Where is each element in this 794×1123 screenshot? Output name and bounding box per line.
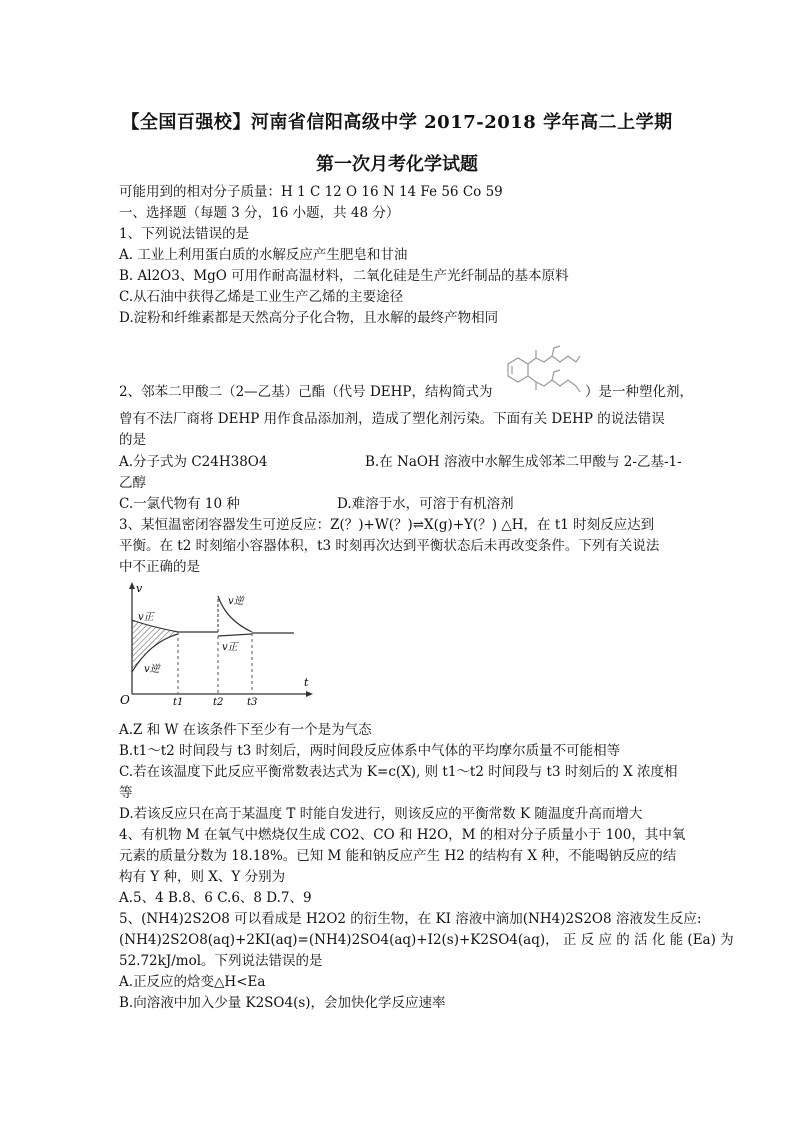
axis-x-label: t xyxy=(304,676,309,689)
dehp-structure-image xyxy=(490,342,586,406)
v-reverse-label-2: v逆 xyxy=(228,596,244,607)
q1-option-c: C.从石油中获得乙烯是工业生产乙烯的主要途径 xyxy=(119,289,404,305)
q2-stem-line1a: 2、邻苯二甲酸二（2—乙基）己酯（代号 DEHP，结构简式为 xyxy=(119,384,493,400)
t1-label: t1 xyxy=(173,697,184,708)
q1-option-a: A. 工业上利用蛋白质的水解反应产生肥皂和甘油 xyxy=(119,247,408,263)
q3-stem-line1: 3、某恒温密闭容器发生可逆反应：Z(？)+W(？)⇌X(g)+Y(？) △H，在 t1 时刻反应达到 xyxy=(119,517,655,533)
v-forward-label: v正 xyxy=(138,612,154,623)
q2-stem-line3: 的是 xyxy=(119,432,146,448)
q2-stem-line2: 曾有不法厂商将 DEHP 用作食品添加剂，造成了塑化剂污染。下面有关 DEHP 的说法错误 xyxy=(119,411,665,427)
q5-option-b: B.向溶液中加入少量 K2SO4(s)，会加快化学反应速率 xyxy=(119,995,446,1011)
q5-stem-line2: (NH4)2S2O8(aq)+2KI(aq)=(NH4)2SO4(aq)+I2(s)+K2SO4(aq)， 正 反 应 的 活 化 能 (Ea) 为 xyxy=(119,932,734,948)
q1-option-b: B. Al2O3、MgO 可用作耐高温材料，二氧化硅是生产光纤制品的基本原料 xyxy=(119,268,569,284)
v-forward-label-2: v正 xyxy=(222,642,238,653)
q5-stem-line3: 52.72kJ/mol。下列说法错误的是 xyxy=(119,953,323,969)
t3-label: t3 xyxy=(247,697,258,708)
q2-option-b-cont: 乙醇 xyxy=(119,475,146,491)
v-forward-after-t2 xyxy=(218,634,252,636)
q3-option-c: C.若在该温度下此反应平衡常数表达式为 K=c(X), 则 t1～t2 时间段与 t3 时刻后的 X 浓度相 xyxy=(119,764,678,780)
q2-option-c: C.一氯代物有 10 种 xyxy=(119,496,240,512)
q2-stem-line1b: ）是一种塑化剂， xyxy=(585,384,693,400)
q3-option-b: B.t1～t2 时间段与 t3 时刻后，两时间段反应体系中气体的平均摩尔质量不可能相等 xyxy=(119,743,621,759)
document-title: 【全国百强校】河南省信阳高级中学 2017-2018 学年高二上学期 xyxy=(121,112,673,133)
q5-stem-line1: 5、(NH4)2S2O8 可以看成是 H2O2 的衍生物，在 KI 溶液中滴加(NH4)2S2O8 溶液发生反应: xyxy=(119,911,702,927)
q4-options: A.5、4 B.8、6 C.6、8 D.7、9 xyxy=(119,890,312,906)
q4-stem-line1: 4、有机物 M 在氧气中燃烧仅生成 CO2、CO 和 H2O，M 的相对分子质量小于 100，其中氧 xyxy=(119,827,686,843)
q2-option-d: D.难溶于水，可溶于有机溶剂 xyxy=(337,496,514,512)
q3-option-a: A.Z 和 W 在该条件下至少有一个是为气态 xyxy=(119,722,372,738)
q3-option-d: D.若该反应只在高于某温度 T 时能自发进行，则该反应的平衡常数 K 随温度升高而增大 xyxy=(119,806,643,822)
q2-option-a: A.分子式为 C24H38O4 xyxy=(119,454,268,470)
v-reverse-label: v逆 xyxy=(144,664,160,675)
q3-rate-time-graph xyxy=(118,580,314,708)
q1-stem: 1、下列说法错误的是 xyxy=(119,226,250,242)
q1-option-d: D.淀粉和纤维素都是天然高分子化合物，且水解的最终产物相同 xyxy=(119,310,499,326)
atomic-masses: 可能用到的相对分子质量：H 1 C 12 O 16 N 14 Fe 56 Co 59 xyxy=(119,184,503,200)
origin-label: O xyxy=(120,693,130,707)
q4-stem-line2: 元素的质量分数为 18.18%。已知 M 能和钠反应产生 H2 的结构有 X 种，不能喝钠反应的结 xyxy=(119,848,677,864)
document-subtitle: 第一次月考化学试题 xyxy=(316,154,478,175)
q3-stem-line2: 平衡。在 t2 时刻缩小容器体积，t3 时刻再次达到平衡状态后未再改变条件。下列有关说法 xyxy=(119,538,660,554)
axis-y-label: v xyxy=(136,582,143,595)
q3-option-c-cont: 等 xyxy=(119,785,133,801)
section-heading: 一、选择题（每题 3 分，16 小题，共 48 分） xyxy=(119,205,400,221)
t2-label: t2 xyxy=(213,697,224,708)
q3-stem-line3: 中不正确的是 xyxy=(119,559,200,575)
q2-option-b: B.在 NaOH 溶液中水解生成邻苯二甲酸与 2-乙基-1- xyxy=(365,454,682,470)
q5-option-a: A.正反应的焓变△H<Ea xyxy=(119,974,266,990)
q4-stem-line3: 构有 Y 种，则 X、Y 分别为 xyxy=(119,869,286,885)
